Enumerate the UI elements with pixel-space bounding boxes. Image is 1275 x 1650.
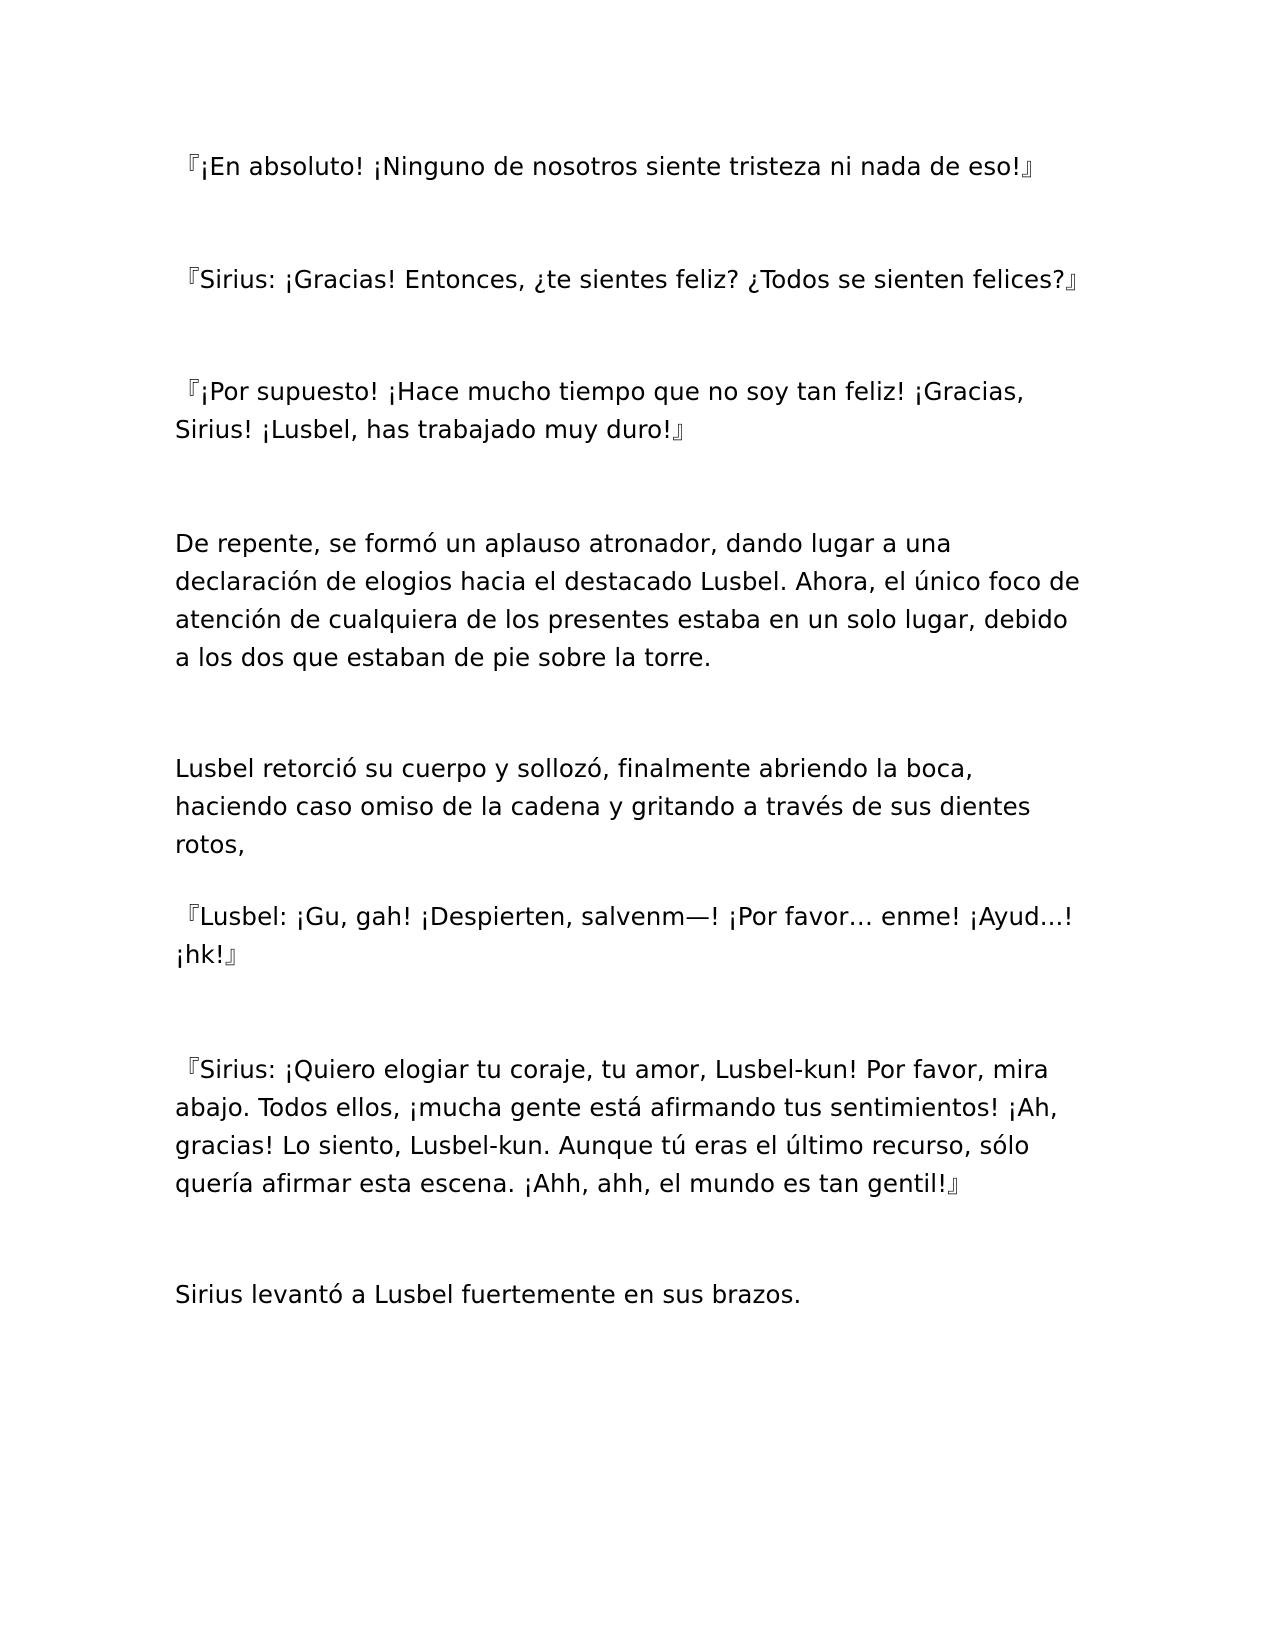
dialogue-paragraph: 『¡En absoluto! ¡Ninguno de nosotros siente tristeza ni nada de eso!』 [175, 152, 1046, 181]
dialogue-paragraph: 『Sirius: ¡Gracias! Entonces, ¿te sientes feliz? ¿Todos se sienten felices?』 [175, 265, 1090, 294]
narration-paragraph: De repente, se formó un aplauso atronador, dando lugar a una declaración de elogios hacia el destacado Lusbel. Ahora, el único foco de atención de cualquiera de los presentes estaba en un solo lugar, debido a los dos que estaban de pie sobre la torre. [175, 529, 1080, 672]
dialogue-paragraph: 『Lusbel: ¡Gu, gah! ¡Despierten, salvenm—! ¡Por favor… enme! ¡Ayud...! ¡hk!』 [175, 902, 1074, 969]
narration-paragraph: Sirius levantó a Lusbel fuertemente en sus brazos. [175, 1280, 802, 1309]
narration-paragraph: Lusbel retorció su cuerpo y sollozó, finalmente abriendo la boca, haciendo caso omiso de la cadena y gritando a través de sus dientes rotos, [175, 754, 1031, 859]
dialogue-paragraph: 『Sirius: ¡Quiero elogiar tu coraje, tu amor, Lusbel-kun! Por favor, mira abajo. Todos ellos, ¡mucha gente está afirmando tus sentimientos! ¡Ah, gracias! Lo siento, Lusbel-kun. Aunque tú eras el último recurso, sólo quería afirmar esta escena. ¡Ahh, ahh, el mundo es tan gentil!』 [175, 1055, 1058, 1198]
dialogue-paragraph: 『¡Por supuesto! ¡Hace mucho tiempo que no soy tan feliz! ¡Gracias, Sirius! ¡Lusbel, has trabajado muy duro!』 [175, 377, 1025, 444]
